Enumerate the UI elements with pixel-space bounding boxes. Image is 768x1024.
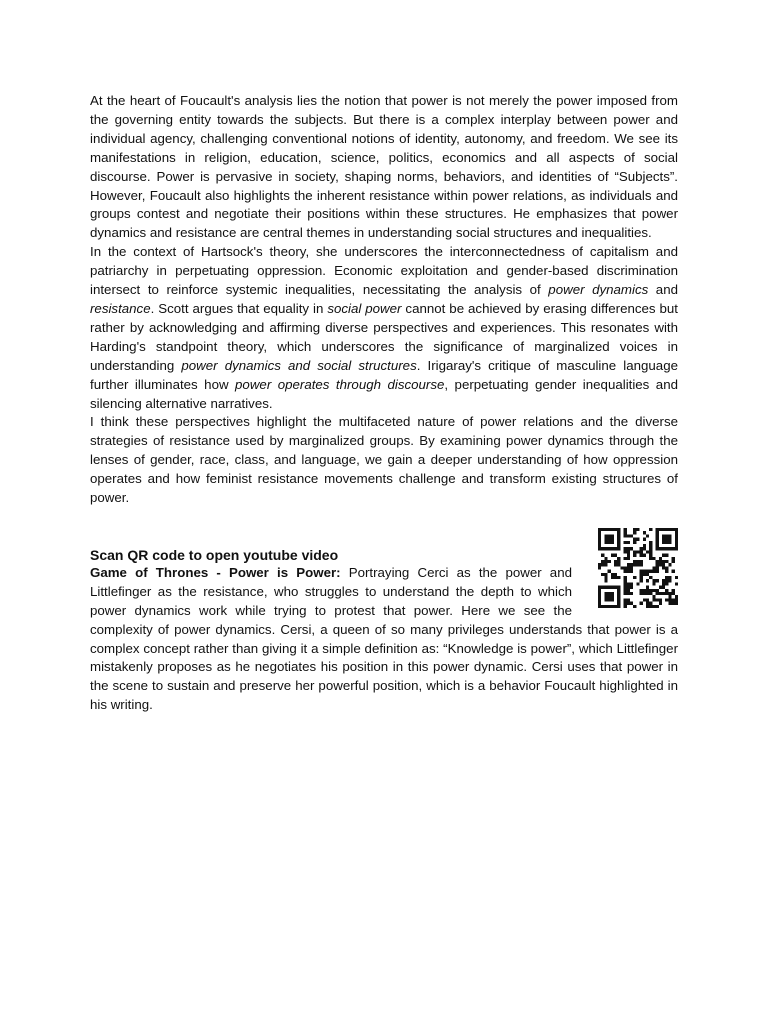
emphasis-text: power operates through discourse — [235, 376, 445, 392]
video-title: Game of Thrones - Power is Power: — [90, 564, 341, 580]
paragraph-2 — [90, 243, 678, 413]
text-run: In the context of Hartsock's theory, she underscores the interconnectedness of capitalism and patriarchy in perpetuating oppression. Economic exploitation and gender-based discrimination intersect to reinforce systemic inequalities, necessitating the analysis of — [90, 244, 678, 298]
text-run: At the heart of Foucault's analysis lies the notion that power is not merely the power imposed from the governing entity towards the subjects. But there is a complex interplay between power and individual agency, challenging conventional notions of identity, autonomy, and freedom. We see its manifestations in religion, education, science, politics, economics and all aspects of social discourse. Power is pervasive in society, shaping norms, behaviors, and identities of “Subjects”. However, Foucault also highlights the inherent resistance within power relations, as individuals and groups contest and negotiate their positions within these structures. He emphasizes that power dynamics and resistance are central themes in understanding social structures and inequalities. — [90, 93, 678, 241]
qr-heading: Scan QR code to open youtube video — [90, 546, 339, 563]
text-run: I think these perspectives highlight the multifaceted nature of power relations and the diverse strategies of resistance used by marginalized groups. By examining power dynamics through the lenses of gender, race, class, and language, we gain a deeper understanding of how oppression operates and how feminist resistance movements challenge and transform existing structures of power. — [90, 414, 678, 506]
qr-code[interactable] — [586, 528, 678, 616]
text-run: . Irigaray's critique of masculine language further illuminates how — [90, 357, 678, 392]
qr-video-section — [90, 546, 678, 715]
document-page — [90, 92, 678, 715]
text-run: . Scott argues that equality in — [150, 300, 328, 316]
qr-code-icon[interactable] — [598, 528, 678, 608]
emphasis-text: power dynamics and social structures — [181, 357, 417, 373]
paragraph-1 — [90, 92, 678, 243]
emphasis-text: resistance — [90, 300, 151, 316]
emphasis-text: power dynamics — [548, 282, 649, 298]
video-description: Portraying Cerci as the power and Littlefinger as the resistance, who struggles to understand the depth to which power dynamics work while trying to protest that power. Here we see the complexity of power dynamics. Cersi, a queen of so many privileges understands that power is a complex concept rather than giving it a simple definition as: “Knowledge is power”, which Littlefinger mistakenly proposes as he negotiates his position in this power dynamic. Cersi uses that power in the scene to sustain and preserve her powerful position, which is a behavior Foucault highlighted in his writing. — [90, 564, 678, 713]
emphasis-text: social power — [327, 300, 402, 316]
paragraph-3 — [90, 413, 678, 508]
text-run: , perpetuating gender inequalities and silencing alternative narratives. — [90, 376, 678, 411]
text-run: and — [648, 282, 678, 298]
text-run: cannot be achieved by erasing differences but rather by acknowledging and affirming diverse perspectives and experiences. This resonates with Harding's standpoint theory, which underscores the significance of marginalized voices in understanding — [90, 300, 678, 373]
body-text — [90, 92, 678, 508]
